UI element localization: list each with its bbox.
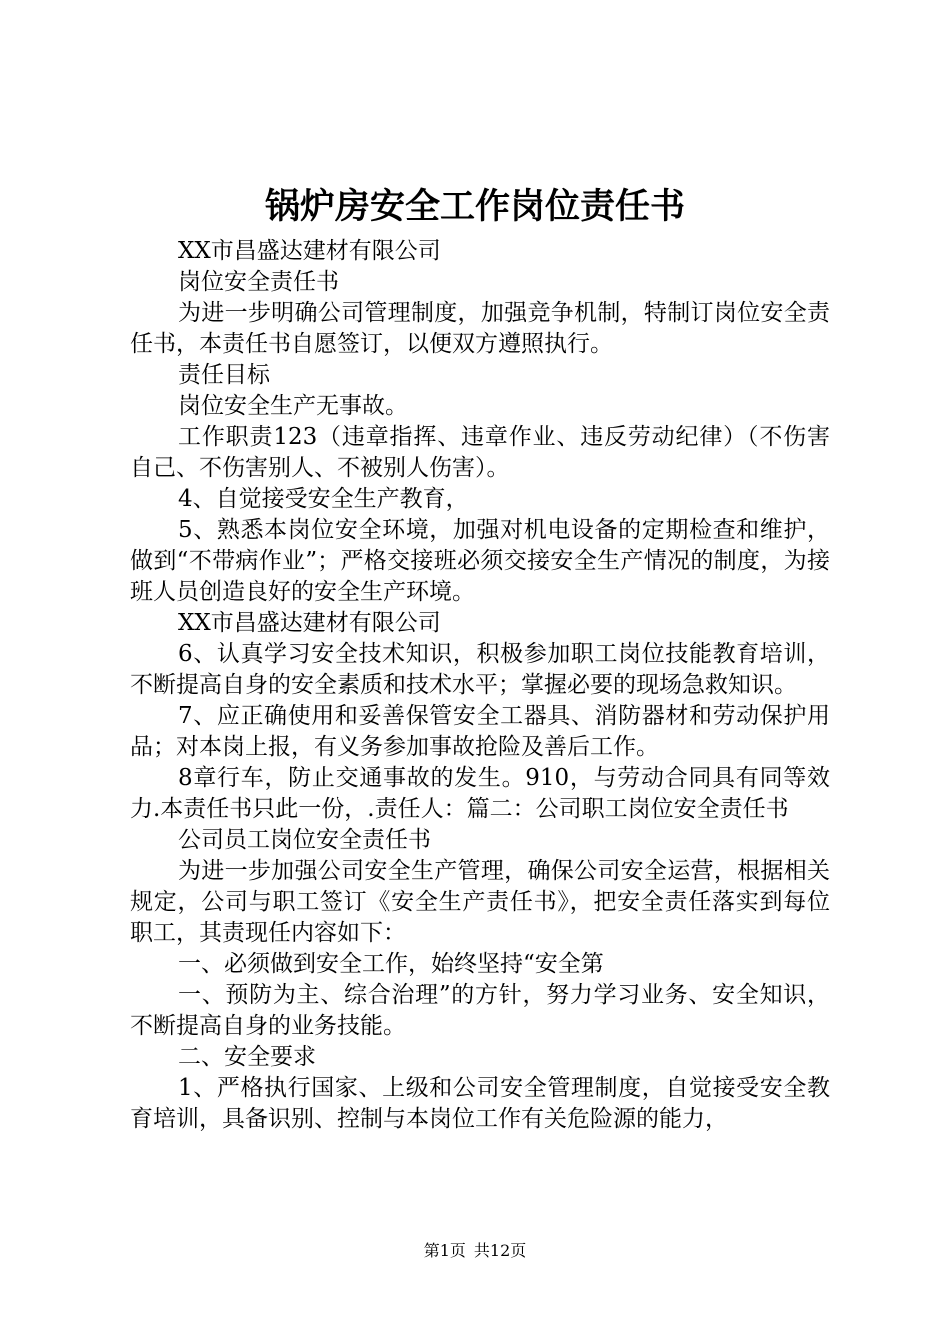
paragraph: 8章行车，防止交通事故的发生。910，与劳动合同具有同等效力.本责任书只此一份，.责任人：篇二：公司职工岗位安全责任书 xyxy=(130,765,830,822)
paragraph: 4、自觉接受安全生产教育， xyxy=(178,486,469,512)
paragraph: 1、严格执行国家、上级和公司安全管理制度，自觉接受安全教育培训，具备识别、控制与本岗位工作有关危险源的能力， xyxy=(130,1075,830,1132)
paragraph: 为进一步加强公司安全生产管理，确保公司安全运营，根据相关规定，公司与职工签订《安全生产责任书》，把安全责任落实到每位职工，其责现任内容如下： xyxy=(130,858,830,946)
paragraph: 为进一步明确公司管理制度，加强竞争机制，特制订岗位安全责任书，本责任书自愿签订，以便双方遵照执行。 xyxy=(130,300,830,357)
paragraph: 一、必须做到安全工作，始终坚持“安全第 xyxy=(178,951,604,977)
paragraph: 6、认真学习安全技术知识，积极参加职工岗位技能教育培训，不断提高自身的安全素质和技术水平；掌握必要的现场急救知识。 xyxy=(130,641,830,698)
paragraph: 工作职责123（违章指挥、违章作业、违反劳动纪律）（不伤害自己、不伤害别人、不被别人伤害）。 xyxy=(130,424,830,481)
paragraph: XX市昌盛达建材有限公司 xyxy=(178,610,441,636)
page-footer xyxy=(0,1240,950,1262)
document-body xyxy=(130,236,830,1135)
paragraph: 岗位安全责任书 xyxy=(178,269,339,295)
paragraph: XX市昌盛达建材有限公司 xyxy=(178,238,441,264)
paragraph: 公司员工岗位安全责任书 xyxy=(178,827,431,853)
paragraph: 责任目标 xyxy=(178,362,270,388)
paragraph: 岗位安全生产无事故。 xyxy=(178,393,408,419)
paragraph: 7、应正确使用和妥善保管安全工器具、消防器材和劳动保护用品；对本岗上报，有义务参加事故抢险及善后工作。 xyxy=(130,703,830,760)
page-number: 第1页 xyxy=(423,1241,466,1260)
paragraph: 一、预防为主、综合治理”的方针，努力学习业务、安全知识，不断提高自身的业务技能。 xyxy=(130,982,830,1039)
paragraph: 5、熟悉本岗位安全环境，加强对机电设备的定期检查和维护，做到“不带病作业”；严格交接班必须交接安全生产情况的制度，为接班人员创造良好的安全生产环境。 xyxy=(130,517,830,605)
paragraph: 二、安全要求 xyxy=(178,1044,316,1070)
page-total: 共12页 xyxy=(473,1241,527,1260)
document-title: 锅炉房安全工作岗位责任书 xyxy=(264,186,685,227)
